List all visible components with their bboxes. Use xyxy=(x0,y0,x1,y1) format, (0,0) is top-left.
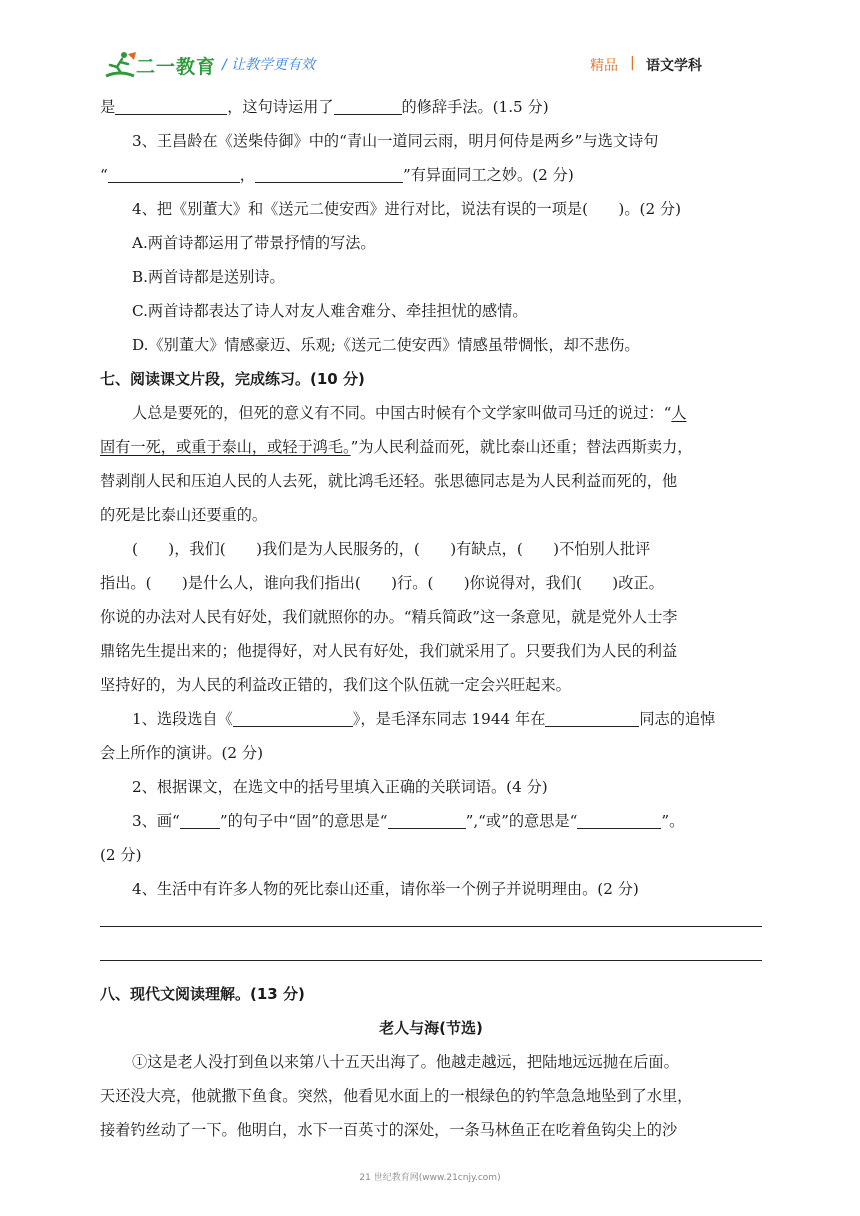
sub-question-3-cont: (2 分) xyxy=(100,846,142,864)
section-8-heading: 八、现代文阅读理解。(13 分) xyxy=(100,985,305,1003)
passage-line: 你说的办法对人民有好处，我们就照你的办。“精兵简政”这一条意见，就是党外人士李 xyxy=(100,608,678,626)
reading-title: 老人与海(节选) xyxy=(379,1019,483,1037)
sub-question-1-cont: 会上所作的演讲。(2 分) xyxy=(100,744,264,762)
answer-blank[interactable] xyxy=(108,164,240,183)
option-d: D.《别董大》情感豪迈、乐观;《送元二使安西》情感虽带惆怅，却不悲伤。 xyxy=(132,336,640,354)
answer-blank[interactable] xyxy=(115,96,227,115)
page-header xyxy=(0,0,860,90)
text-span: “ xyxy=(100,166,108,184)
header-separator: | xyxy=(630,55,635,71)
subject-label: 语文学科 xyxy=(646,58,702,74)
quality-tag: 精品 xyxy=(590,58,618,74)
text-span: 同志的追悼 xyxy=(639,710,716,728)
text-span: 人总是要死的，但死的意义有不同。中国古时候有个文学家叫做司马迁的说过：“ xyxy=(132,404,672,422)
underlined-text: 人 xyxy=(671,404,687,422)
text-span: 3、画“ xyxy=(132,812,180,830)
passage-line xyxy=(100,396,762,430)
text-span: ， xyxy=(239,166,255,184)
question-3-blanks xyxy=(100,158,762,192)
text-span: ”。 xyxy=(661,812,685,830)
text-span: ”为人民利益而死，就比泰山还重；替法西斯卖力， xyxy=(350,438,693,456)
answer-blank[interactable] xyxy=(334,96,402,115)
question-4: 4、把《别董大》和《送元二使安西》进行对比，说法有误的一项是( )。(2 分) xyxy=(132,200,682,218)
underlined-text: 固有一死，或重于泰山，或轻于鸿毛。 xyxy=(100,438,351,456)
passage-line xyxy=(100,430,762,464)
reading-line: 天还没大亮，他就撒下鱼食。突然，他看见水面上的一根绿色的钓竿急急地坠到了水里， xyxy=(100,1087,693,1105)
answer-blank[interactable] xyxy=(577,810,661,829)
passage-line: 替剥削人民和压迫人民的人去死，就比鸿毛还轻。张思德同志是为人民利益而死的，他 xyxy=(100,472,678,490)
text-span: ，这句诗运用了 xyxy=(227,98,334,116)
sub-question-1 xyxy=(100,702,762,736)
runner-logo-icon xyxy=(104,50,138,80)
text-span: 1、选段选自《 xyxy=(132,710,233,728)
passage-line: 的死是比泰山还要重的。 xyxy=(100,506,268,524)
passage-line: ( )，我们( )我们是为人民服务的，( )有缺点，( )不怕别人批评 xyxy=(132,540,651,558)
worksheet-body xyxy=(100,90,762,1147)
passage-line: 指出。( )是什么人，谁向我们指出( )行。( )你说得对，我们( )改正。 xyxy=(100,574,664,592)
text-span: ”有异面同工之妙。(2 分) xyxy=(402,166,574,184)
text-span: ”,“或”的意思是“ xyxy=(465,812,578,830)
reading-line: ①这是老人没打到鱼以来第八十五天出海了。他越走越远，把陆地远远抛在后面。 xyxy=(132,1053,679,1071)
text-span: 的修辞手法。(1.5 分) xyxy=(401,98,549,116)
option-b: B.两首诗都是送别诗。 xyxy=(132,268,285,286)
passage-line: 鼎铭先生提出来的；他提得好，对人民有好处，我们就采用了。只要我们为人民的利益 xyxy=(100,642,678,660)
logo xyxy=(104,50,216,80)
answer-blank[interactable] xyxy=(233,708,353,727)
answer-blank[interactable] xyxy=(388,810,466,829)
passage-line: 坚持好的，为人民的利益改正错的，我们这个队伍就一定会兴旺起来。 xyxy=(100,676,571,694)
text-span: 》，是毛泽东同志 1944 年在 xyxy=(352,710,546,728)
sub-question-2: 2、根据课文，在选文中的括号里填入正确的关联词语。(4 分) xyxy=(132,778,548,796)
reading-line: 接着钓丝动了一下。他明白，水下一百英寸的深处，一条马林鱼正在吃着鱼钩尖上的沙 xyxy=(100,1121,678,1139)
page-footer: 21 世纪教育网(www.21cnjy.com) xyxy=(359,1173,501,1183)
answer-blank[interactable] xyxy=(255,164,403,183)
answer-blank[interactable] xyxy=(545,708,639,727)
slogan: / 让教学更有效 xyxy=(222,57,316,73)
text-span: ”的句子中“固”的意思是“ xyxy=(219,812,388,830)
logo-text: 二一教育 xyxy=(136,56,217,78)
text-span: 是 xyxy=(100,98,116,116)
section-7-heading: 七、阅读课文片段，完成练习。(10 分) xyxy=(100,370,365,388)
option-a: A.两首诗都运用了带景抒情的写法。 xyxy=(132,234,376,252)
sub-question-3 xyxy=(100,804,762,838)
sub-question-4: 4、生活中有许多人物的死比泰山还重，请你举一个例子并说明理由。(2 分) xyxy=(132,880,639,898)
option-c: C.两首诗都表达了诗人对友人难舍难分、牵挂担忧的感情。 xyxy=(132,302,528,320)
text-line xyxy=(100,90,762,124)
question-3: 3、王昌龄在《送柴侍御》中的“青山一道同云雨，明月何侍是两乡”与选文诗句 xyxy=(132,132,659,150)
answer-blank[interactable] xyxy=(180,810,220,829)
